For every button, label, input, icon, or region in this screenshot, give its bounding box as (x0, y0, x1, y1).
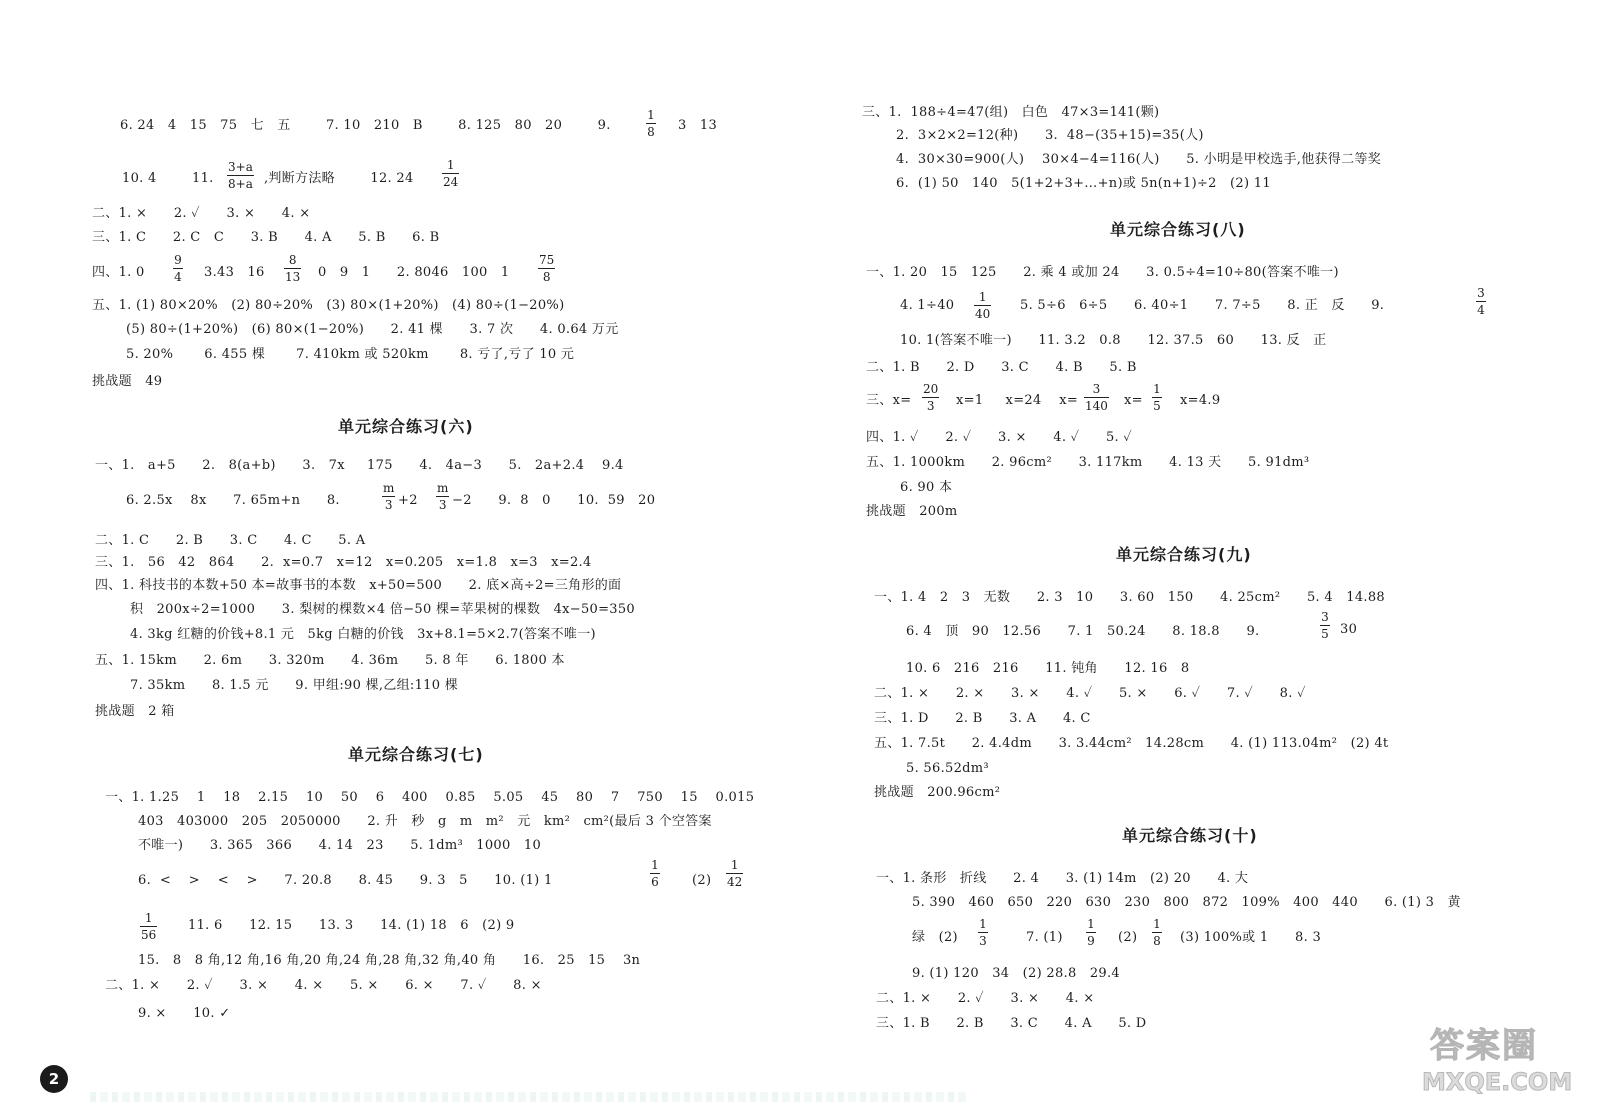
fraction: 3+a 8+a (228, 160, 253, 191)
answer-line: 三、x= (866, 393, 912, 408)
unit-heading: 单元综合练习(九) (1116, 545, 1252, 564)
answer-line: 10. 4 11. (122, 171, 214, 186)
answer-line: 7. (1) (1026, 930, 1063, 945)
fraction: 3 140 (1085, 382, 1108, 413)
page-number-badge: 2 (40, 1065, 68, 1093)
answer-line: 7. 35km 8. 1.5 元 9. 甲组:90 棵,乙组:110 棵 (130, 678, 459, 693)
answer-line: 403 403000 205 2050000 2. 升 秒 g m m² 元 km² cm²(最后 3 个空答案 (138, 814, 712, 829)
answer-line: 挑战题 49 (92, 374, 163, 389)
answer-line: 6. < > < > 7. 20.8 8. 45 9. 3 5 10. (1) 1 (138, 873, 553, 888)
answer-line: 6. 2.5x 8x 7. 65m+n 8. (126, 493, 340, 508)
answer-line: 15. 8 8 角,12 角,16 角,20 角,24 角,28 角,32 角,40 角 16. 25 15 3n (138, 953, 641, 968)
answer-line: 三、1. D 2. B 3. A 4. C (874, 711, 1091, 726)
answer-line: 5. 56.52dm³ (906, 761, 989, 776)
answer-line: 不唯一) 3. 365 366 4. 14 23 5. 1dm³ 1000 10 (138, 838, 542, 853)
answer-line: 30 (1340, 622, 1358, 637)
answer-line: −2 9. 8 0 10. 59 20 (452, 493, 656, 508)
answer-line: x= (1124, 393, 1143, 408)
answer-line: (2) (692, 873, 712, 888)
watermark-logo (1420, 1018, 1573, 1104)
watermark-logo-text: 答案圈 (1430, 1026, 1538, 1066)
answer-line: 一、1. 1.25 1 18 2.15 10 50 6 400 0.85 5.05 45 80 7 750 15 0.015 (105, 790, 755, 805)
fraction: 1 6 (651, 858, 659, 889)
answer-line: 3 13 (678, 118, 718, 133)
answer-line: 4. 30×30=900(人) 30×4−4=116(人) 5. 小明是甲校选手,他获得二等奖 (896, 152, 1382, 167)
answer-line: 一、1. 条形 折线 2. 4 3. (1) 14m (2) 20 4. 大 (876, 871, 1249, 886)
answer-line: ,判断方法略 12. 24 (264, 171, 414, 186)
fraction: m 3 (383, 481, 395, 512)
answer-line: 4. 1÷40 (900, 298, 955, 313)
answer-line: 三、1. 188÷4=47(组) 白色 47×3=141(颗) (862, 105, 1160, 120)
fraction: 1 56 (141, 911, 157, 942)
fraction: 1 24 (443, 158, 459, 189)
answer-line: 五、1. 1000km 2. 96cm² 3. 117km 4. 13 天 5. 91dm³ (866, 455, 1310, 470)
answer-line: 5. 390 460 650 220 630 230 800 872 109% 400 440 6. (1) 3 黄 (912, 895, 1461, 910)
fraction: 1 3 (979, 917, 987, 948)
fraction: 20 3 (923, 382, 939, 413)
answer-line: 三、1. 56 42 864 2. x=0.7 x=12 x=0.205 x=1.8 x=3 x=2.4 (95, 555, 592, 570)
answer-line: 11. 6 12. 15 13. 3 14. (1) 18 6 (2) 9 (188, 918, 515, 933)
answer-line: 五、1. 7.5t 2. 4.4dm 3. 3.44cm² 14.28cm 4. (1) 113.04m² (2) 4t (874, 736, 1389, 751)
answer-line: 二、1. × 2. × 3. × 4. ✓ 5. × 6. ✓ 7. ✓ 8. ✓ (874, 686, 1306, 701)
fraction: 75 8 (539, 253, 555, 284)
answer-line: 三、1. C 2. C C 3. B 4. A 5. B 6. B (92, 230, 440, 245)
answer-line: 4. 3kg 红糖的价钱+8.1 元 5kg 白糖的价钱 3x+8.1=5×2.7(答案不唯一) (130, 627, 596, 642)
answer-line: 一、1. 4 2 3 无数 2. 3 10 3. 60 150 4. 25cm² 5. 4 14.88 (874, 590, 1385, 605)
watermark-url: MXQE.COM (1422, 1068, 1573, 1096)
answer-line: 5. 20% 6. 455 棵 7. 410km 或 520km 8. 亏了,亏了 10 元 (126, 347, 575, 362)
answer-line: 挑战题 2 箱 (95, 704, 175, 719)
fraction: 1 5 (1153, 382, 1161, 413)
answer-line: 挑战题 200m (866, 504, 958, 519)
left-answer-column (0, 0, 760, 1111)
answer-line: 6. 90 本 (900, 480, 953, 495)
answer-line: 10. 1(答案不唯一) 11. 3.2 0.8 12. 37.5 60 13. 反 正 (900, 333, 1327, 348)
answer-line: 5. 5÷6 6÷5 6. 40÷1 7. 7÷5 8. 正 反 9. (1020, 298, 1385, 313)
answer-line: 二、1. × 2. ✓ 3. × 4. × 5. × 6. × 7. ✓ 8. × (105, 978, 542, 993)
unit-heading: 单元综合练习(十) (1122, 826, 1258, 845)
answer-line: 10. 6 216 216 11. 钝角 12. 16 8 (906, 661, 1190, 676)
answer-line: 四、1. 0 (92, 265, 145, 280)
answer-line: 6. (1) 50 140 5(1+2+3+…+n)或 5n(n+1)÷2 (2) 11 (896, 176, 1271, 191)
answer-line: 挑战题 200.96cm² (874, 785, 1001, 800)
answer-line: 2. 3×2×2=12(种) 3. 48−(35+15)=35(人) (896, 128, 1204, 143)
unit-heading: 单元综合练习(七) (348, 745, 484, 764)
answer-line: 二、1. C 2. B 3. C 4. C 5. A (95, 533, 366, 548)
answer-line: 6. 24 4 15 75 七 五 7. 10 210 B 8. 125 80 20 9. (120, 118, 611, 133)
answer-line: 6. 4 顶 90 12.56 7. 1 50.24 8. 18.8 9. (906, 624, 1260, 639)
answer-line: 0 9 1 2. 8046 100 1 (318, 265, 510, 280)
fraction: 1 8 (1153, 917, 1161, 948)
answer-line: x=1 x=24 x= (956, 393, 1079, 408)
answer-line: 9. (1) 120 34 (2) 28.8 29.4 (912, 966, 1120, 981)
fraction: m 3 (437, 481, 449, 512)
answer-line: x=4.9 (1180, 393, 1221, 408)
answer-line: 绿 (2) (912, 930, 958, 945)
answer-line: 9. × 10. ✓ (138, 1006, 231, 1021)
fraction: 1 40 (975, 290, 991, 321)
answer-line: (3) 100%或 1 8. 3 (1180, 930, 1322, 945)
right-answer-column (800, 0, 1560, 1111)
answer-line: 一、1. a+5 2. 8(a+b) 3. 7x 175 4. 4a−3 5. 2a+2.4 9.4 (95, 458, 624, 473)
answer-line: +2 (398, 493, 418, 508)
answer-line: 一、1. 20 15 125 2. 乘 4 或加 24 3. 0.5÷4=10÷80(答案不唯一) (866, 265, 1339, 280)
answer-line: 五、1. (1) 80×20% (2) 80÷20% (3) 80×(1+20%) (4) 80÷(1−20%) (92, 298, 565, 313)
answer-line: 三、1. B 2. B 3. C 4. A 5. D (876, 1016, 1147, 1031)
unit-heading: 单元综合练习(六) (338, 417, 474, 436)
fraction: 3 4 (1477, 286, 1485, 317)
fraction: 1 42 (727, 858, 743, 889)
unit-heading: 单元综合练习(八) (1110, 220, 1246, 239)
answer-line: 二、1. × 2. ✓ 3. × 4. × (92, 206, 311, 221)
fraction: 9 4 (174, 253, 182, 284)
bottom-decoration-strip (90, 1092, 970, 1102)
answer-line: 积 200x÷2=1000 3. 梨树的棵数×4 倍−50 棵=苹果树的棵数 4x−50=350 (130, 602, 636, 617)
fraction: 1 9 (1087, 917, 1095, 948)
fraction: 1 8 (647, 108, 655, 139)
answer-line: 二、1. × 2. ✓ 3. × 4. × (876, 991, 1095, 1006)
answer-line: 3.43 16 (204, 265, 265, 280)
answer-line: (2) (1118, 930, 1138, 945)
fraction: 8 13 (285, 253, 301, 284)
answer-line: (5) 80÷(1+20%) (6) 80×(1−20%) 2. 41 棵 3. 7 次 4. 0.64 万元 (126, 322, 619, 337)
answer-line: 五、1. 15km 2. 6m 3. 320m 4. 36m 5. 8 年 6. 1800 本 (95, 653, 565, 668)
answer-line: 四、1. 科技书的本数+50 本=故事书的本数 x+50=500 2. 底×高÷2=三角形的面 (95, 578, 622, 593)
fraction: 3 5 (1321, 610, 1329, 641)
answer-line: 二、1. B 2. D 3. C 4. B 5. B (866, 360, 1137, 375)
answer-line: 四、1. ✓ 2. ✓ 3. × 4. ✓ 5. ✓ (866, 430, 1133, 445)
